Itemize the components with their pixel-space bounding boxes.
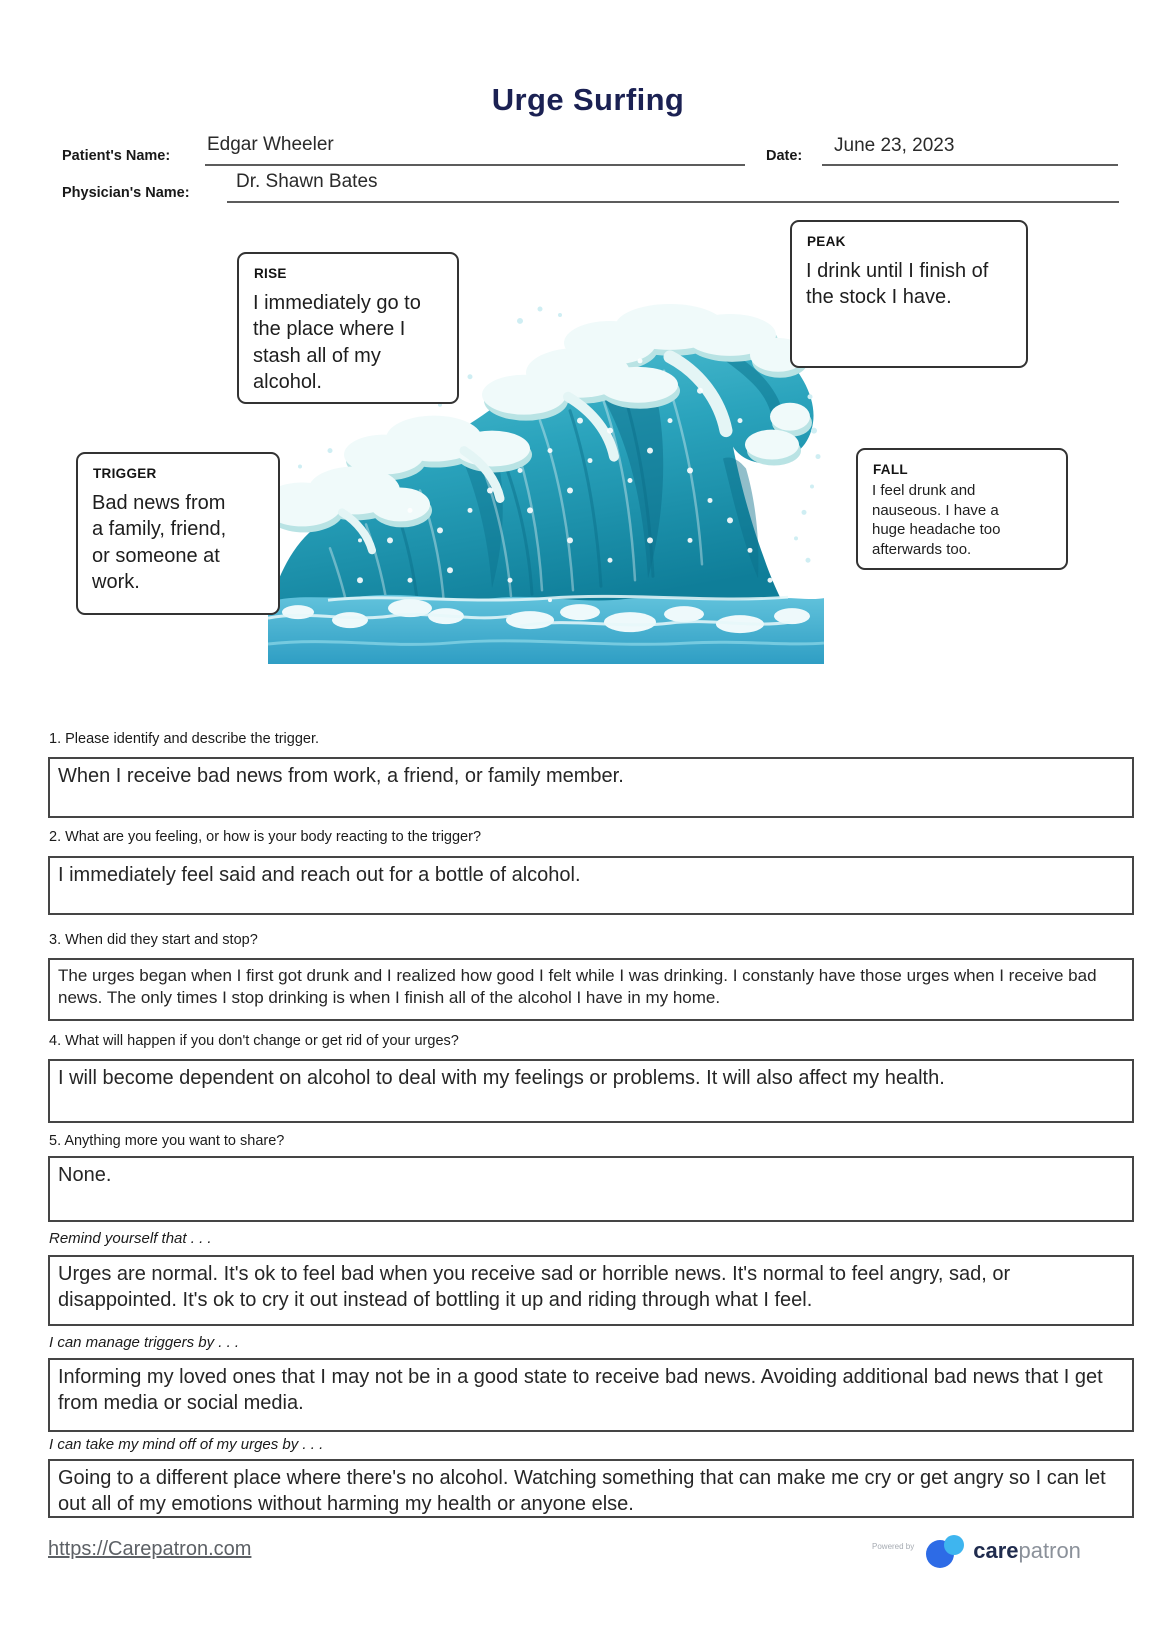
brand-patron: patron: [1018, 1538, 1081, 1563]
prompt-manage-label: I can manage triggers by . . .: [49, 1334, 240, 1351]
prompt-remind-label: Remind yourself that . . .: [49, 1230, 212, 1247]
question-3-answer-box[interactable]: The urges began when I first got drunk and I realized how good I felt while I was drinking. I constanly have those urges when I receive bad news. The only times I stop drinking is when I finish all of the alcohol I have in my home.: [48, 958, 1134, 1021]
patient-name-value[interactable]: Edgar Wheeler: [207, 134, 334, 155]
callout-peak-text: I drink until I finish of the stock I have.: [806, 260, 989, 309]
callout-peak: [790, 220, 1028, 368]
patient-name-line: [205, 164, 745, 166]
physician-name-value[interactable]: Dr. Shawn Bates: [236, 171, 378, 192]
callout-trigger-label: TRIGGER: [93, 466, 157, 481]
callout-peak-label: PEAK: [807, 234, 846, 249]
prompt-distract-answer-box[interactable]: Going to a different place where there's no alcohol. Watching something that can make me cry or get angry so I can let out all of my emotions without harming my health or anyone else.: [48, 1459, 1134, 1518]
question-2-answer-box[interactable]: I immediately feel said and reach out for a bottle of alcohol.: [48, 856, 1134, 915]
carepatron-link[interactable]: https://Carepatron.com: [48, 1538, 252, 1560]
page-title: Urge Surfing: [491, 82, 685, 117]
question-2-label: 2. What are you feeling, or how is your body reacting to the trigger?: [49, 829, 482, 845]
callout-fall: [856, 448, 1068, 570]
question-4-answer-box[interactable]: I will become dependent on alcohol to deal with my feelings or problems. It will also affect my health.: [48, 1059, 1134, 1123]
callout-trigger-text: Bad news from a family, friend, or someone at work.: [92, 492, 227, 594]
question-5-answer-box[interactable]: None.: [48, 1156, 1134, 1222]
date-value[interactable]: June 23, 2023: [834, 135, 955, 156]
question-5-label: 5. Anything more you want to share?: [49, 1133, 285, 1149]
question-1-answer-box[interactable]: When I receive bad news from work, a friend, or family member.: [48, 757, 1134, 818]
callout-fall-text: I feel drunk and nauseous. I have a huge headache too afterwards too.: [872, 482, 1001, 558]
date-line: [822, 164, 1118, 166]
callout-rise: [237, 252, 459, 404]
brand-care: care: [973, 1538, 1019, 1563]
physician-name-line: [227, 201, 1119, 203]
date-label: Date:: [766, 148, 803, 164]
callout-rise-text: I immediately go to the place where I stash all of my alcohol.: [253, 292, 421, 394]
prompt-distract-label: I can take my mind off of my urges by . . .: [49, 1436, 324, 1453]
physician-name-label: Physician's Name:: [62, 185, 190, 201]
callout-rise-label: RISE: [254, 266, 287, 281]
carepatron-logo-icon: [924, 1533, 966, 1569]
brand-footer: [872, 1533, 1081, 1569]
callout-fall-label: FALL: [873, 462, 908, 477]
question-1-label: 1. Please identify and describe the trigger.: [49, 731, 320, 747]
question-3-label: 3. When did they start and stop?: [49, 932, 258, 948]
prompt-remind-answer-box[interactable]: Urges are normal. It's ok to feel bad when you receive sad or horrible news. It's normal to feel angry, sad, or disappointed. It's ok to cry it out instead of bottling it up and riding through what I feel.: [48, 1255, 1134, 1326]
question-4-label: 4. What will happen if you don't change or get rid of your urges?: [49, 1033, 459, 1049]
prompt-manage-answer-box[interactable]: Informing my loved ones that I may not be in a good state to receive bad news. Avoiding additional bad news that I get from media or social media.: [48, 1358, 1134, 1432]
powered-by-label: Powered by: [872, 1541, 915, 1551]
callout-trigger: [76, 452, 280, 615]
patient-name-label: Patient's Name:: [62, 148, 171, 164]
